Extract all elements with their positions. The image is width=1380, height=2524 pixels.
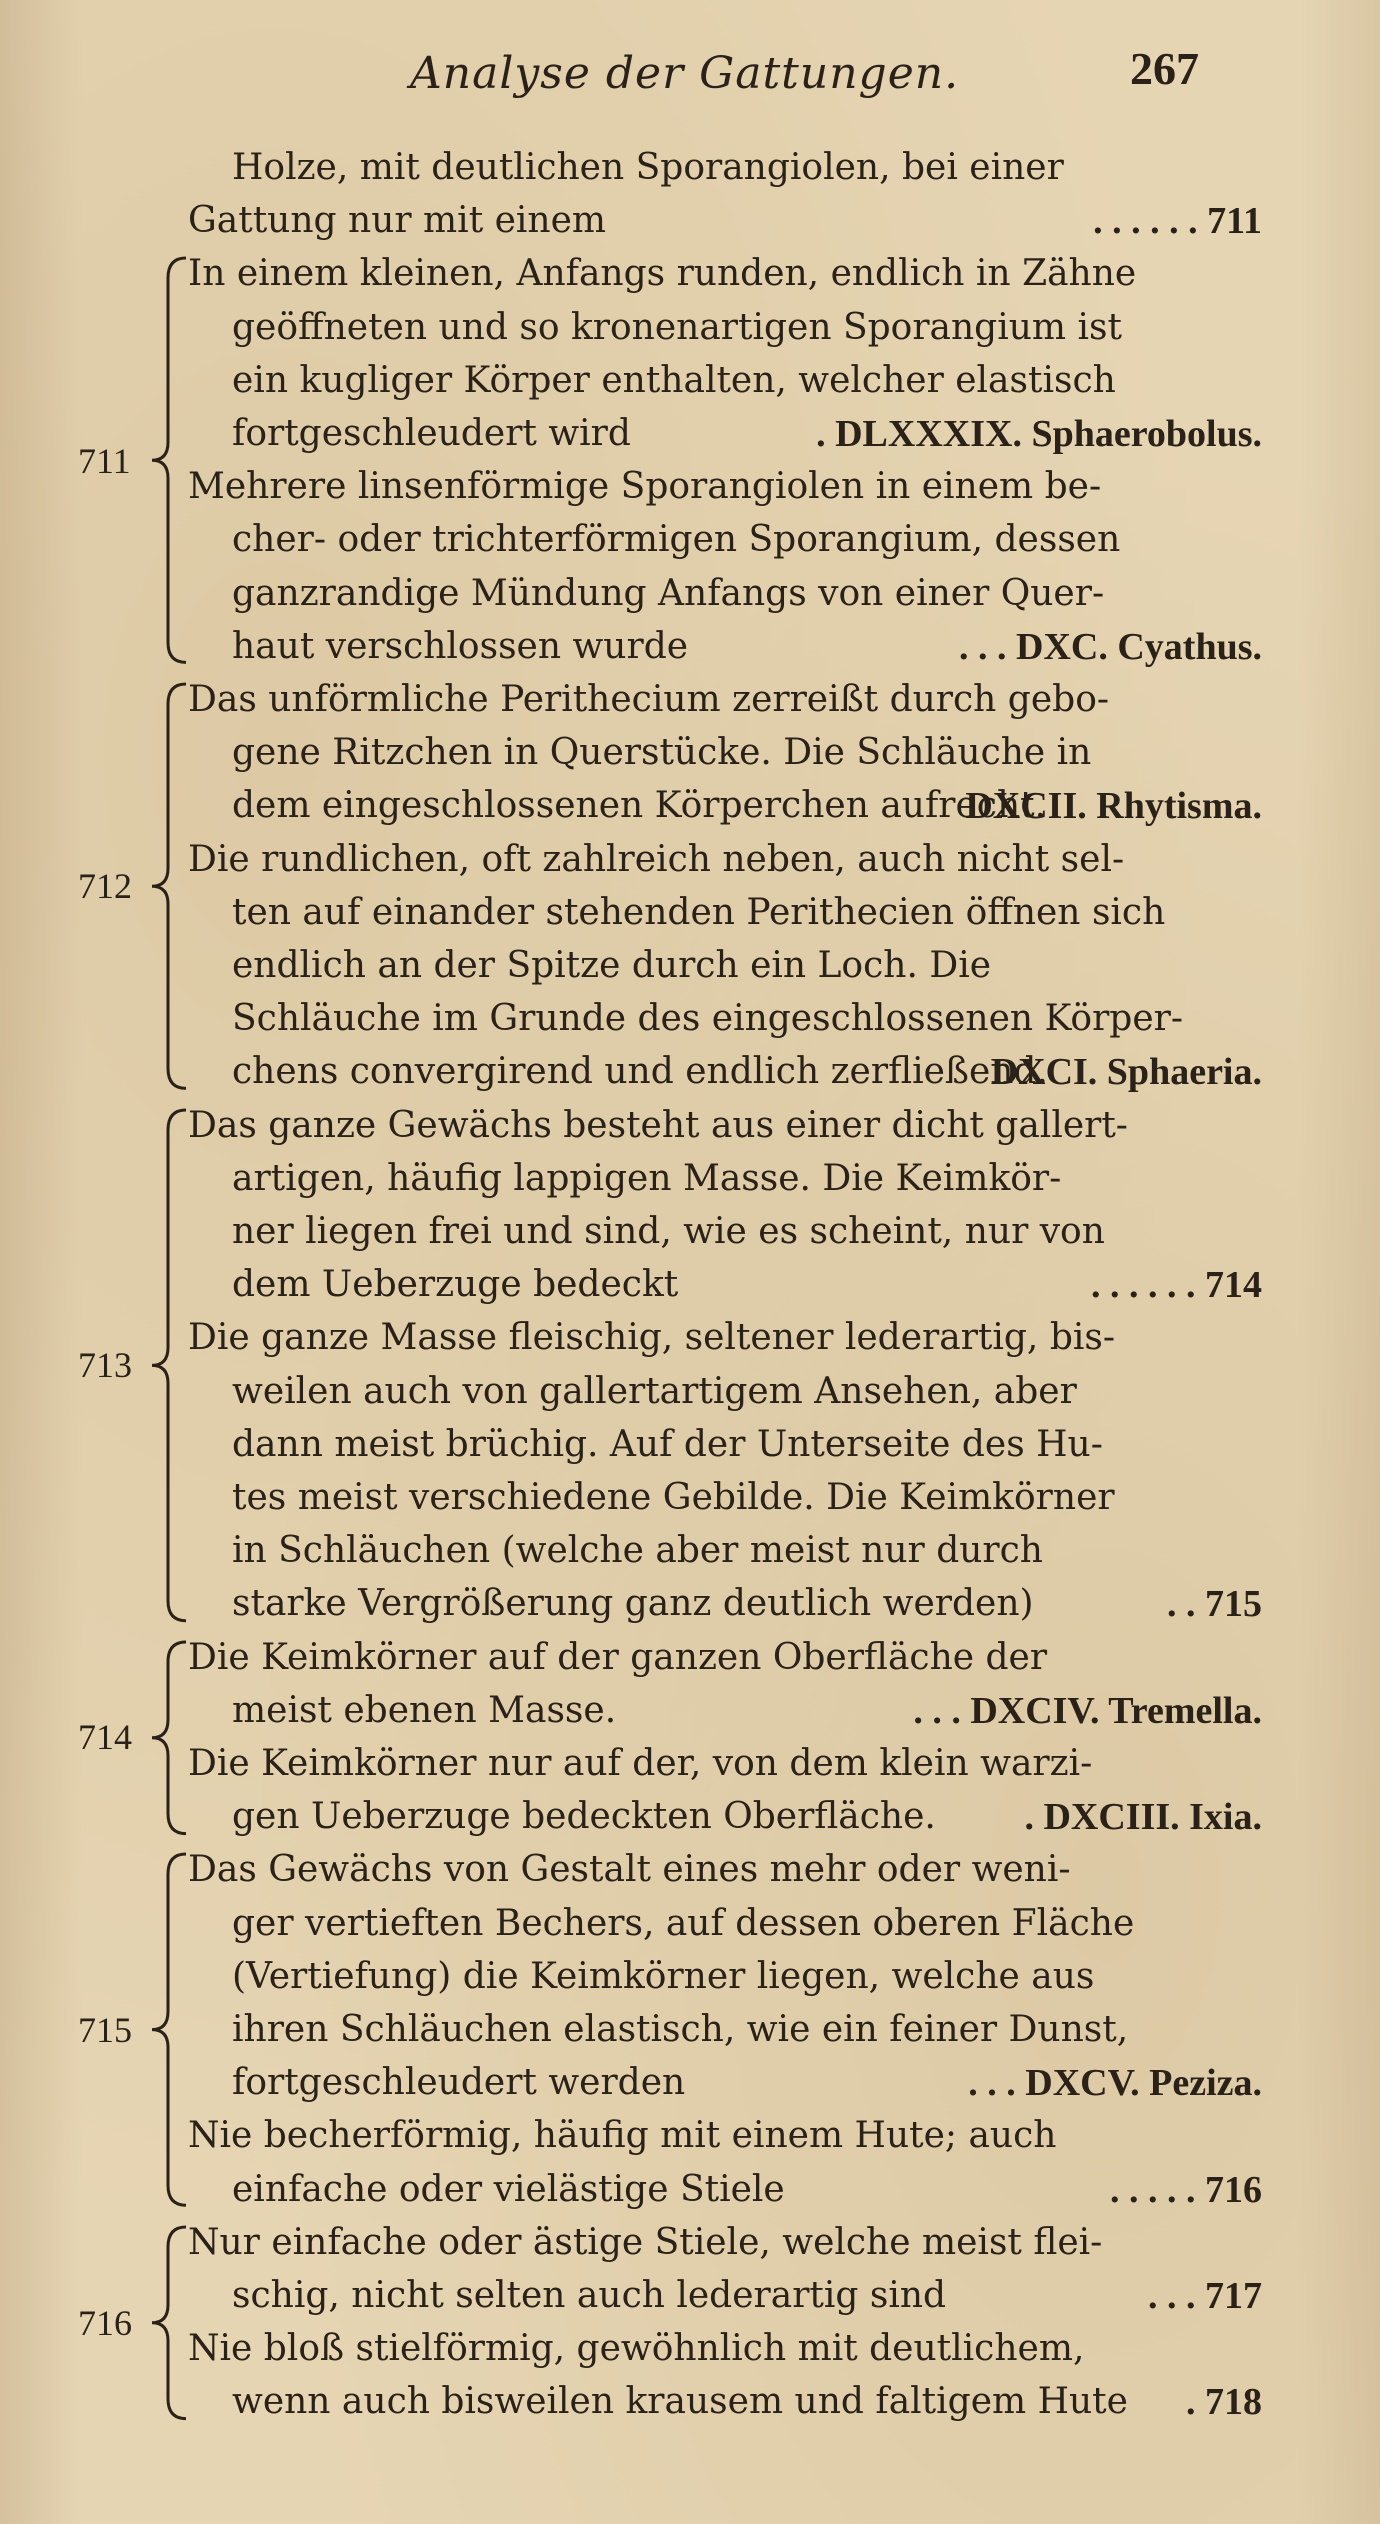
line-reference: . DLXXXIX. Sphaerobolus. — [816, 413, 1262, 455]
line-reference: . . . 717 — [1148, 2275, 1262, 2317]
line-text: ger vertieften Bechers, auf dessen oberen Fläche — [232, 1902, 1135, 1944]
line-reference: . 718 — [1186, 2381, 1262, 2424]
line-text: In einem kleinen, Anfangs runden, endlich in Zähne — [188, 253, 1137, 295]
line-text: ten auf einander stehenden Perithecien öffnen sich — [232, 891, 1166, 933]
brace-icon — [130, 1638, 190, 1838]
couplet-group — [0, 254, 1380, 666]
line-text: geöffneten und so kronenartigen Sporangium ist — [232, 306, 1122, 348]
line-reference: DXCI. Sphaeria. — [990, 1051, 1262, 1094]
line-text: weilen auch von gallertartigem Ansehen, aber — [232, 1370, 1077, 1412]
line-text: Schläuche im Grunde des eingeschlossenen Körper- — [232, 998, 1184, 1040]
line-text: in Schläuchen (welche aber meist nur durch — [232, 1530, 1043, 1572]
line-text: tes meist verschiedene Gebilde. Die Keimkörner — [232, 1477, 1115, 1518]
line-text: dann meist brüchig. Auf der Unterseite des Hu- — [232, 1423, 1103, 1465]
line-text: ihren Schläuchen elastisch, wie ein feiner Dunst, — [232, 2009, 1129, 2050]
couplet-group — [0, 1638, 1380, 1838]
brace-icon — [130, 1106, 190, 1625]
couplet-group — [0, 1106, 1380, 1625]
line-reference: . . 715 — [1167, 1583, 1262, 1626]
line-text: Die Keimkörner nur auf der, von dem klein warzi- — [188, 1743, 1093, 1784]
line-text: Holze, mit deutlichen Sporangiolen, bei einer — [232, 147, 1064, 188]
line-text: Nie becherförmig, häufig mit einem Hute; auch — [188, 2115, 1057, 2157]
line-reference: . . . DXCV. Peziza. — [968, 2062, 1262, 2105]
line-text: chens convergirend und endlich zerfließend. — [232, 1051, 1048, 1093]
couplet-number: 714 — [78, 1717, 132, 1758]
couplet-group — [0, 1850, 1380, 2209]
brace-icon — [130, 2223, 190, 2423]
couplet-group — [0, 2223, 1380, 2423]
line-text: ner liegen frei und sind, wie es scheint, nur von — [232, 1211, 1105, 1252]
line-reference: . . . . . . 711 — [1093, 200, 1262, 243]
line-text: Die Keimkörner auf der ganzen Oberfläche der — [188, 1636, 1048, 1678]
brace-icon — [130, 1850, 190, 2209]
line-text: einfache oder vielästige Stiele — [232, 2168, 785, 2210]
couplet-number: 713 — [78, 1344, 132, 1385]
couplet-number: 711 — [78, 440, 131, 481]
line-reference: . . . . . . 714 — [1091, 1264, 1262, 1307]
line-text: Nur einfache oder ästige Stiele, welche meist flei- — [188, 2221, 1103, 2263]
line-text: artigen, häufig lappigen Masse. Die Keimkör- — [232, 1157, 1062, 1199]
line-text: Das ganze Gewächs besteht aus einer dicht gallert- — [188, 1104, 1128, 1146]
couplet-number: 715 — [78, 2009, 132, 2050]
page-number: 267 — [1130, 43, 1199, 94]
brace-icon — [130, 254, 190, 666]
running-title: Analyse der Gattungen. — [410, 48, 960, 99]
line-reference: . . . . . 716 — [1110, 2168, 1262, 2211]
couplet-number: 716 — [78, 2302, 132, 2343]
line-text: dem Ueberzuge bedeckt — [232, 1264, 679, 1306]
line-text: dem eingeschlossenen Körperchen aufrecht. — [232, 785, 1047, 827]
line-text: Das Gewächs von Gestalt eines mehr oder weni- — [188, 1849, 1071, 1891]
line-text: Das unförmliche Perithecium zerreißt durch gebo- — [188, 679, 1110, 720]
line-text: Gattung nur mit einem — [188, 200, 607, 242]
brace-icon — [130, 680, 190, 1092]
line-text: starke Vergrößerung ganz deutlich werden) — [232, 1583, 1034, 1625]
line-text: wenn auch bisweilen krausem und faltigem Hute — [232, 2381, 1128, 2423]
line-text: fortgeschleudert werden — [232, 2062, 686, 2104]
couplet-number: 712 — [78, 866, 132, 907]
line-text: haut verschlossen wurde — [232, 625, 689, 667]
couplet-group — [0, 680, 1380, 1092]
line-text: fortgeschleudert wird — [232, 413, 631, 454]
line-text: Die ganze Masse fleischig, seltener lederartig, bis- — [188, 1317, 1116, 1359]
line-text: meist ebenen Masse. — [232, 1689, 617, 1731]
line-text: Die rundlichen, oft zahlreich neben, auch nicht sel- — [188, 838, 1125, 880]
line-text: ein kugliger Körper enthalten, welcher elastisch — [232, 359, 1116, 401]
line-text: cher- oder trichterförmigen Sporangium, dessen — [232, 519, 1121, 561]
line-text: (Vertiefung) die Keimkörner liegen, welche aus — [232, 1955, 1095, 1997]
line-text: Nie bloß stielförmig, gewöhnlich mit deutlichem, — [188, 2328, 1085, 2370]
line-reference: . . . DXCIV. Tremella. — [913, 1689, 1262, 1732]
line-text: endlich an der Spitze durch ein Loch. Die — [232, 945, 992, 986]
line-text: gene Ritzchen in Querstücke. Die Schläuche in — [232, 732, 1092, 774]
line-reference: . . . DXC. Cyathus. — [959, 625, 1262, 668]
page-header — [0, 38, 1380, 108]
line-text: schig, nicht selten auch lederartig sind — [232, 2275, 947, 2316]
line-reference: DXCII. Rhytisma. — [965, 785, 1262, 828]
line-text: gen Ueberzuge bedeckten Oberfläche. — [232, 1796, 936, 1838]
line-reference: . DXCIII. Ixia. — [1024, 1796, 1262, 1839]
line-text: ganzrandige Mündung Anfangs von einer Quer- — [232, 572, 1105, 614]
text-line — [0, 193, 1380, 249]
line-text: Mehrere linsenförmige Sporangiolen in einem be- — [188, 466, 1102, 508]
text-line — [0, 140, 1380, 196]
